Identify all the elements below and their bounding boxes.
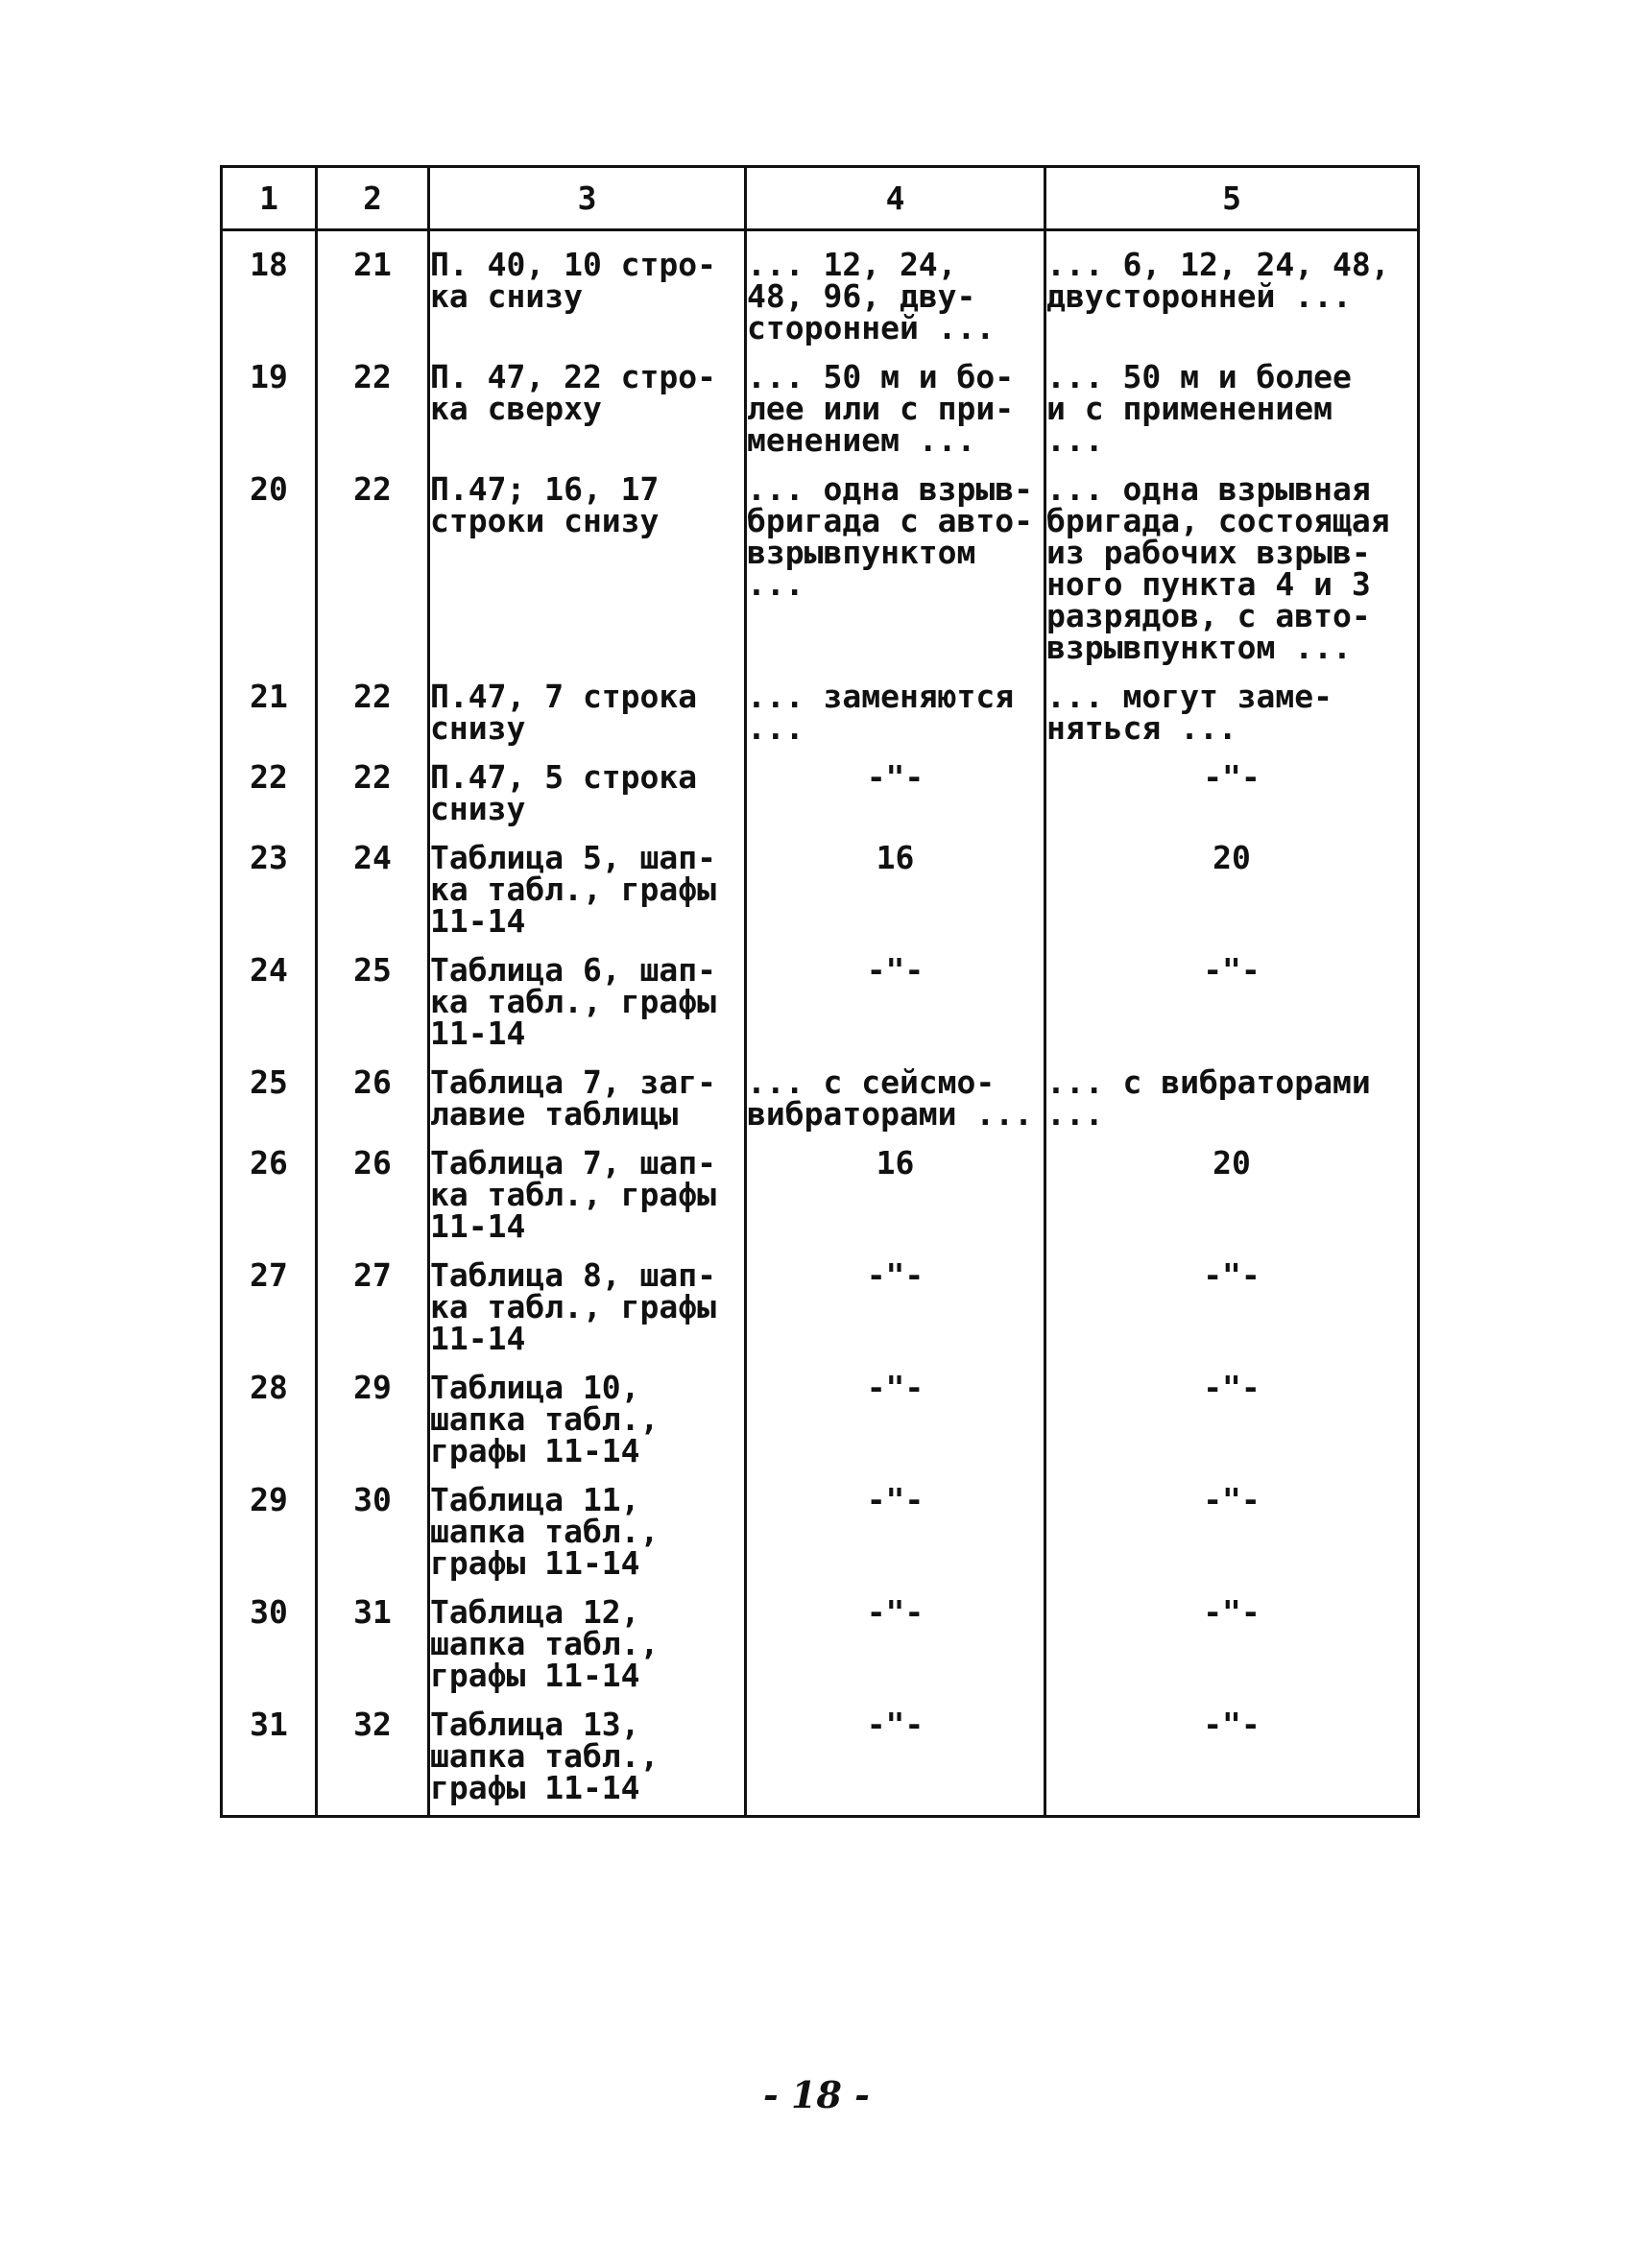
cell-page-number: 31	[317, 1579, 429, 1691]
cell-location: Таблица 6, шап- ка табл., графы 11-14	[429, 937, 746, 1049]
cell-page-number: 27	[317, 1242, 429, 1354]
cell-printed-text: 16	[746, 824, 1045, 937]
cell-printed-text: 16	[746, 1130, 1045, 1242]
cell-printed-text: -"-	[746, 1242, 1045, 1354]
column-header-2: 2	[317, 167, 429, 230]
column-header-5: 5	[1045, 167, 1419, 230]
cell-page-number: 22	[317, 663, 429, 744]
cell-page-number: 24	[317, 824, 429, 937]
page-number: - 18 -	[763, 2073, 870, 2116]
cell-page-number: 32	[317, 1691, 429, 1817]
cell-item-number: 23	[222, 824, 317, 937]
cell-corrected-text: ... с вибраторами ...	[1045, 1049, 1419, 1130]
cell-corrected-text: 20	[1045, 824, 1419, 937]
column-header-4: 4	[746, 167, 1045, 230]
cell-page-number: 30	[317, 1467, 429, 1579]
cell-printed-text: ... одна взрыв- бригада с авто- взрывпунктом ...	[746, 456, 1045, 663]
table-row	[222, 456, 1419, 663]
cell-item-number: 26	[222, 1130, 317, 1242]
cell-corrected-text: -"-	[1045, 1354, 1419, 1467]
cell-location: Таблица 11, шапка табл., графы 11-14	[429, 1467, 746, 1579]
cell-location: Таблица 13, шапка табл., графы 11-14	[429, 1691, 746, 1817]
cell-corrected-text: -"-	[1045, 1691, 1419, 1817]
cell-item-number: 24	[222, 937, 317, 1049]
cell-corrected-text: ... 50 м и более и с применением ...	[1045, 344, 1419, 456]
cell-printed-text: ... заменяются ...	[746, 663, 1045, 744]
cell-location: П.47; 16, 17 строки снизу	[429, 456, 746, 663]
cell-item-number: 19	[222, 344, 317, 456]
cell-printed-text: -"-	[746, 1467, 1045, 1579]
table-row	[222, 663, 1419, 744]
table-row	[222, 1691, 1419, 1817]
cell-page-number: 25	[317, 937, 429, 1049]
cell-item-number: 25	[222, 1049, 317, 1130]
cell-item-number: 18	[222, 230, 317, 345]
table-row	[222, 1354, 1419, 1467]
table-row	[222, 230, 1419, 345]
cell-item-number: 30	[222, 1579, 317, 1691]
cell-printed-text: -"-	[746, 937, 1045, 1049]
table-row	[222, 1130, 1419, 1242]
cell-item-number: 29	[222, 1467, 317, 1579]
cell-printed-text: -"-	[746, 744, 1045, 824]
cell-location: П.47, 7 строка снизу	[429, 663, 746, 744]
cell-location: Таблица 12, шапка табл., графы 11-14	[429, 1579, 746, 1691]
cell-page-number: 21	[317, 230, 429, 345]
cell-page-number: 26	[317, 1130, 429, 1242]
cell-corrected-text: ... могут заме- няться ...	[1045, 663, 1419, 744]
cell-location: Таблица 5, шап- ка табл., графы 11-14	[429, 824, 746, 937]
table-row	[222, 1467, 1419, 1579]
cell-item-number: 31	[222, 1691, 317, 1817]
cell-printed-text: -"-	[746, 1691, 1045, 1817]
cell-corrected-text: ... одна взрывная бригада, состоящая из рабочих взрыв- ного пункта 4 и 3 разрядов, с авто- взрывпунктом ...	[1045, 456, 1419, 663]
cell-item-number: 28	[222, 1354, 317, 1467]
column-header-1: 1	[222, 167, 317, 230]
cell-corrected-text: -"-	[1045, 1579, 1419, 1691]
table-row	[222, 1242, 1419, 1354]
cell-location: Таблица 10, шапка табл., графы 11-14	[429, 1354, 746, 1467]
cell-corrected-text: -"-	[1045, 1467, 1419, 1579]
table-row	[222, 937, 1419, 1049]
cell-item-number: 22	[222, 744, 317, 824]
cell-printed-text: ... с сейсмо- вибраторами ...	[746, 1049, 1045, 1130]
table-row	[222, 744, 1419, 824]
cell-corrected-text: -"-	[1045, 937, 1419, 1049]
cell-page-number: 26	[317, 1049, 429, 1130]
cell-location: П. 40, 10 стро- ка снизу	[429, 230, 746, 345]
cell-location: Таблица 7, шап- ка табл., графы 11-14	[429, 1130, 746, 1242]
cell-item-number: 27	[222, 1242, 317, 1354]
cell-page-number: 22	[317, 744, 429, 824]
table-header-row	[222, 167, 1419, 230]
cell-page-number: 22	[317, 344, 429, 456]
table-row	[222, 1049, 1419, 1130]
cell-corrected-text: ... 6, 12, 24, 48, двусторонней ...	[1045, 230, 1419, 345]
table-row	[222, 1579, 1419, 1691]
errata-table	[220, 165, 1420, 1818]
cell-location: Таблица 8, шап- ка табл., графы 11-14	[429, 1242, 746, 1354]
cell-printed-text: -"-	[746, 1354, 1045, 1467]
cell-corrected-text: 20	[1045, 1130, 1419, 1242]
cell-printed-text: ... 12, 24, 48, 96, дву- сторонней ...	[746, 230, 1045, 345]
cell-item-number: 21	[222, 663, 317, 744]
table-row	[222, 824, 1419, 937]
cell-item-number: 20	[222, 456, 317, 663]
cell-printed-text: -"-	[746, 1579, 1045, 1691]
cell-page-number: 22	[317, 456, 429, 663]
cell-page-number: 29	[317, 1354, 429, 1467]
cell-printed-text: ... 50 м и бо- лее или с при- менением ...	[746, 344, 1045, 456]
cell-location: Таблица 7, заг- лавие таблицы	[429, 1049, 746, 1130]
table-row	[222, 344, 1419, 456]
cell-location: П. 47, 22 стро- ка сверху	[429, 344, 746, 456]
cell-corrected-text: -"-	[1045, 1242, 1419, 1354]
column-header-3: 3	[429, 167, 746, 230]
cell-location: П.47, 5 строка снизу	[429, 744, 746, 824]
cell-corrected-text: -"-	[1045, 744, 1419, 824]
